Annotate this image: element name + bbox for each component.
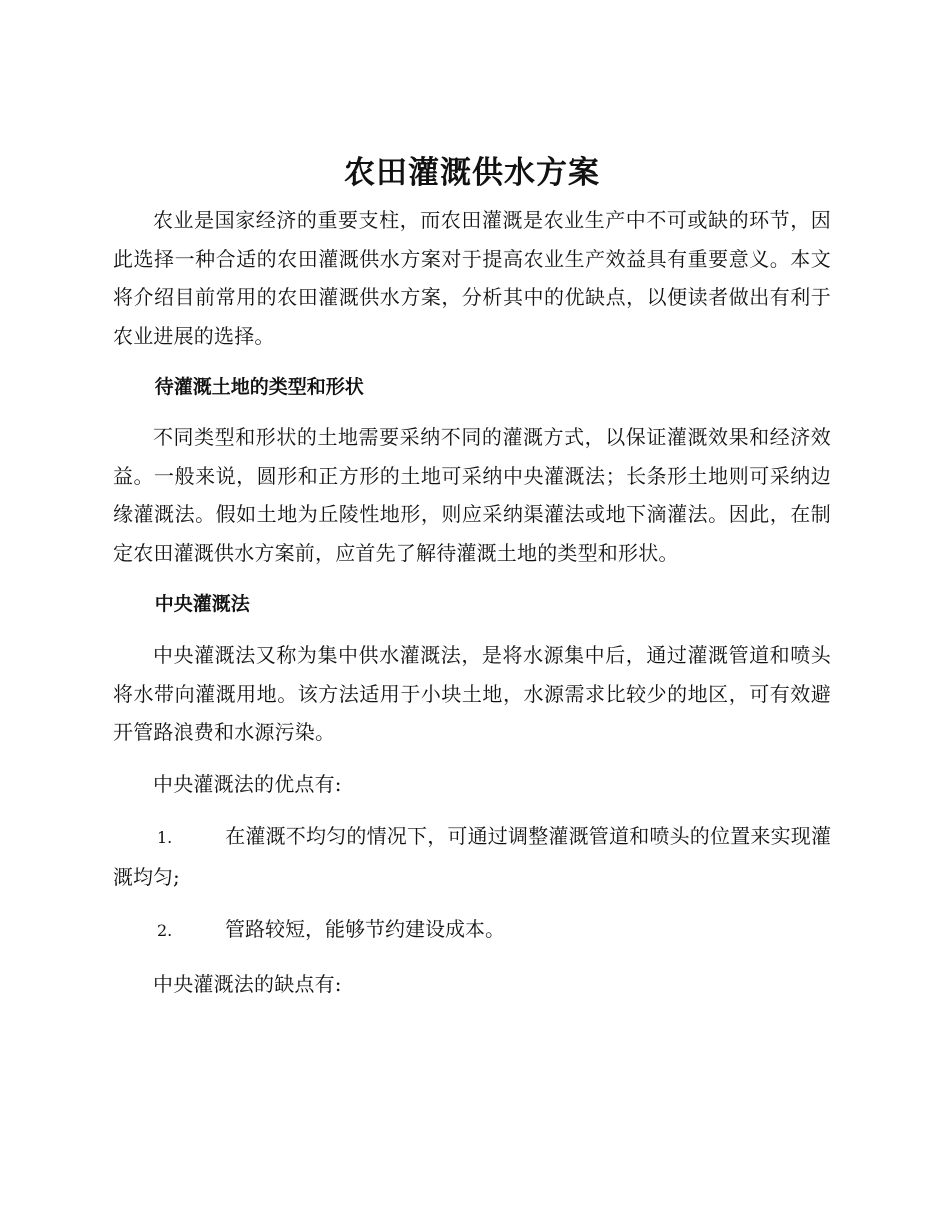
intro-paragraph: 农业是国家经济的重要支柱，而农田灌溉是农业生产中不可或缺的环节，因此选择一种合适的农田灌溉供水方案对于提高农业生产效益具有重要意义。本文将介绍目前常用的农田灌溉供水方案，分析其中的优缺点，以便读者做出有利于农业进展的选择。 (113, 208, 831, 348)
list-text: 在灌溉不均匀的情况下，可通过调整灌溉管道和喷头的位置来实现灌溉均匀; (113, 824, 831, 889)
list-text: 管路较短，能够节约建设成本。 (225, 917, 505, 941)
document-page (113, 148, 831, 1003)
section-heading-land-types: 待灌溉土地的类型和形状 (154, 376, 364, 398)
document-title: 农田灌溉供水方案 (344, 155, 600, 191)
central-irrigation-paragraph: 中央灌溉法又称为集中供水灌溉法，是将水源集中后，通过灌溉管道和喷头将水带向灌溉用地。该方法适用于小块土地，水源需求比较少的地区，可有效避开管路浪费和水源污染。 (113, 643, 831, 744)
disadvantages-label: 中央灌溉法的缺点有: (153, 971, 342, 996)
advantage-item (113, 817, 831, 896)
land-types-paragraph: 不同类型和形状的土地需要采纳不同的灌溉方式，以保证灌溉效果和经济效益。一般来说，圆形和正方形的土地可采纳中央灌溉法；长条形土地则可采纳边缘灌溉法。假如土地为丘陵性地形，则应采纳渠灌法或地下滴灌法。因此，在制定农田灌溉供水方案前，应首先了解待灌溉土地的类型和形状。 (113, 425, 831, 565)
list-number: 1. (157, 828, 173, 847)
list-number: 2. (157, 921, 173, 940)
advantages-label: 中央灌溉法的优点有: (153, 771, 342, 796)
advantage-item (113, 910, 831, 951)
section-heading-central-irrigation: 中央灌溉法 (154, 593, 250, 615)
